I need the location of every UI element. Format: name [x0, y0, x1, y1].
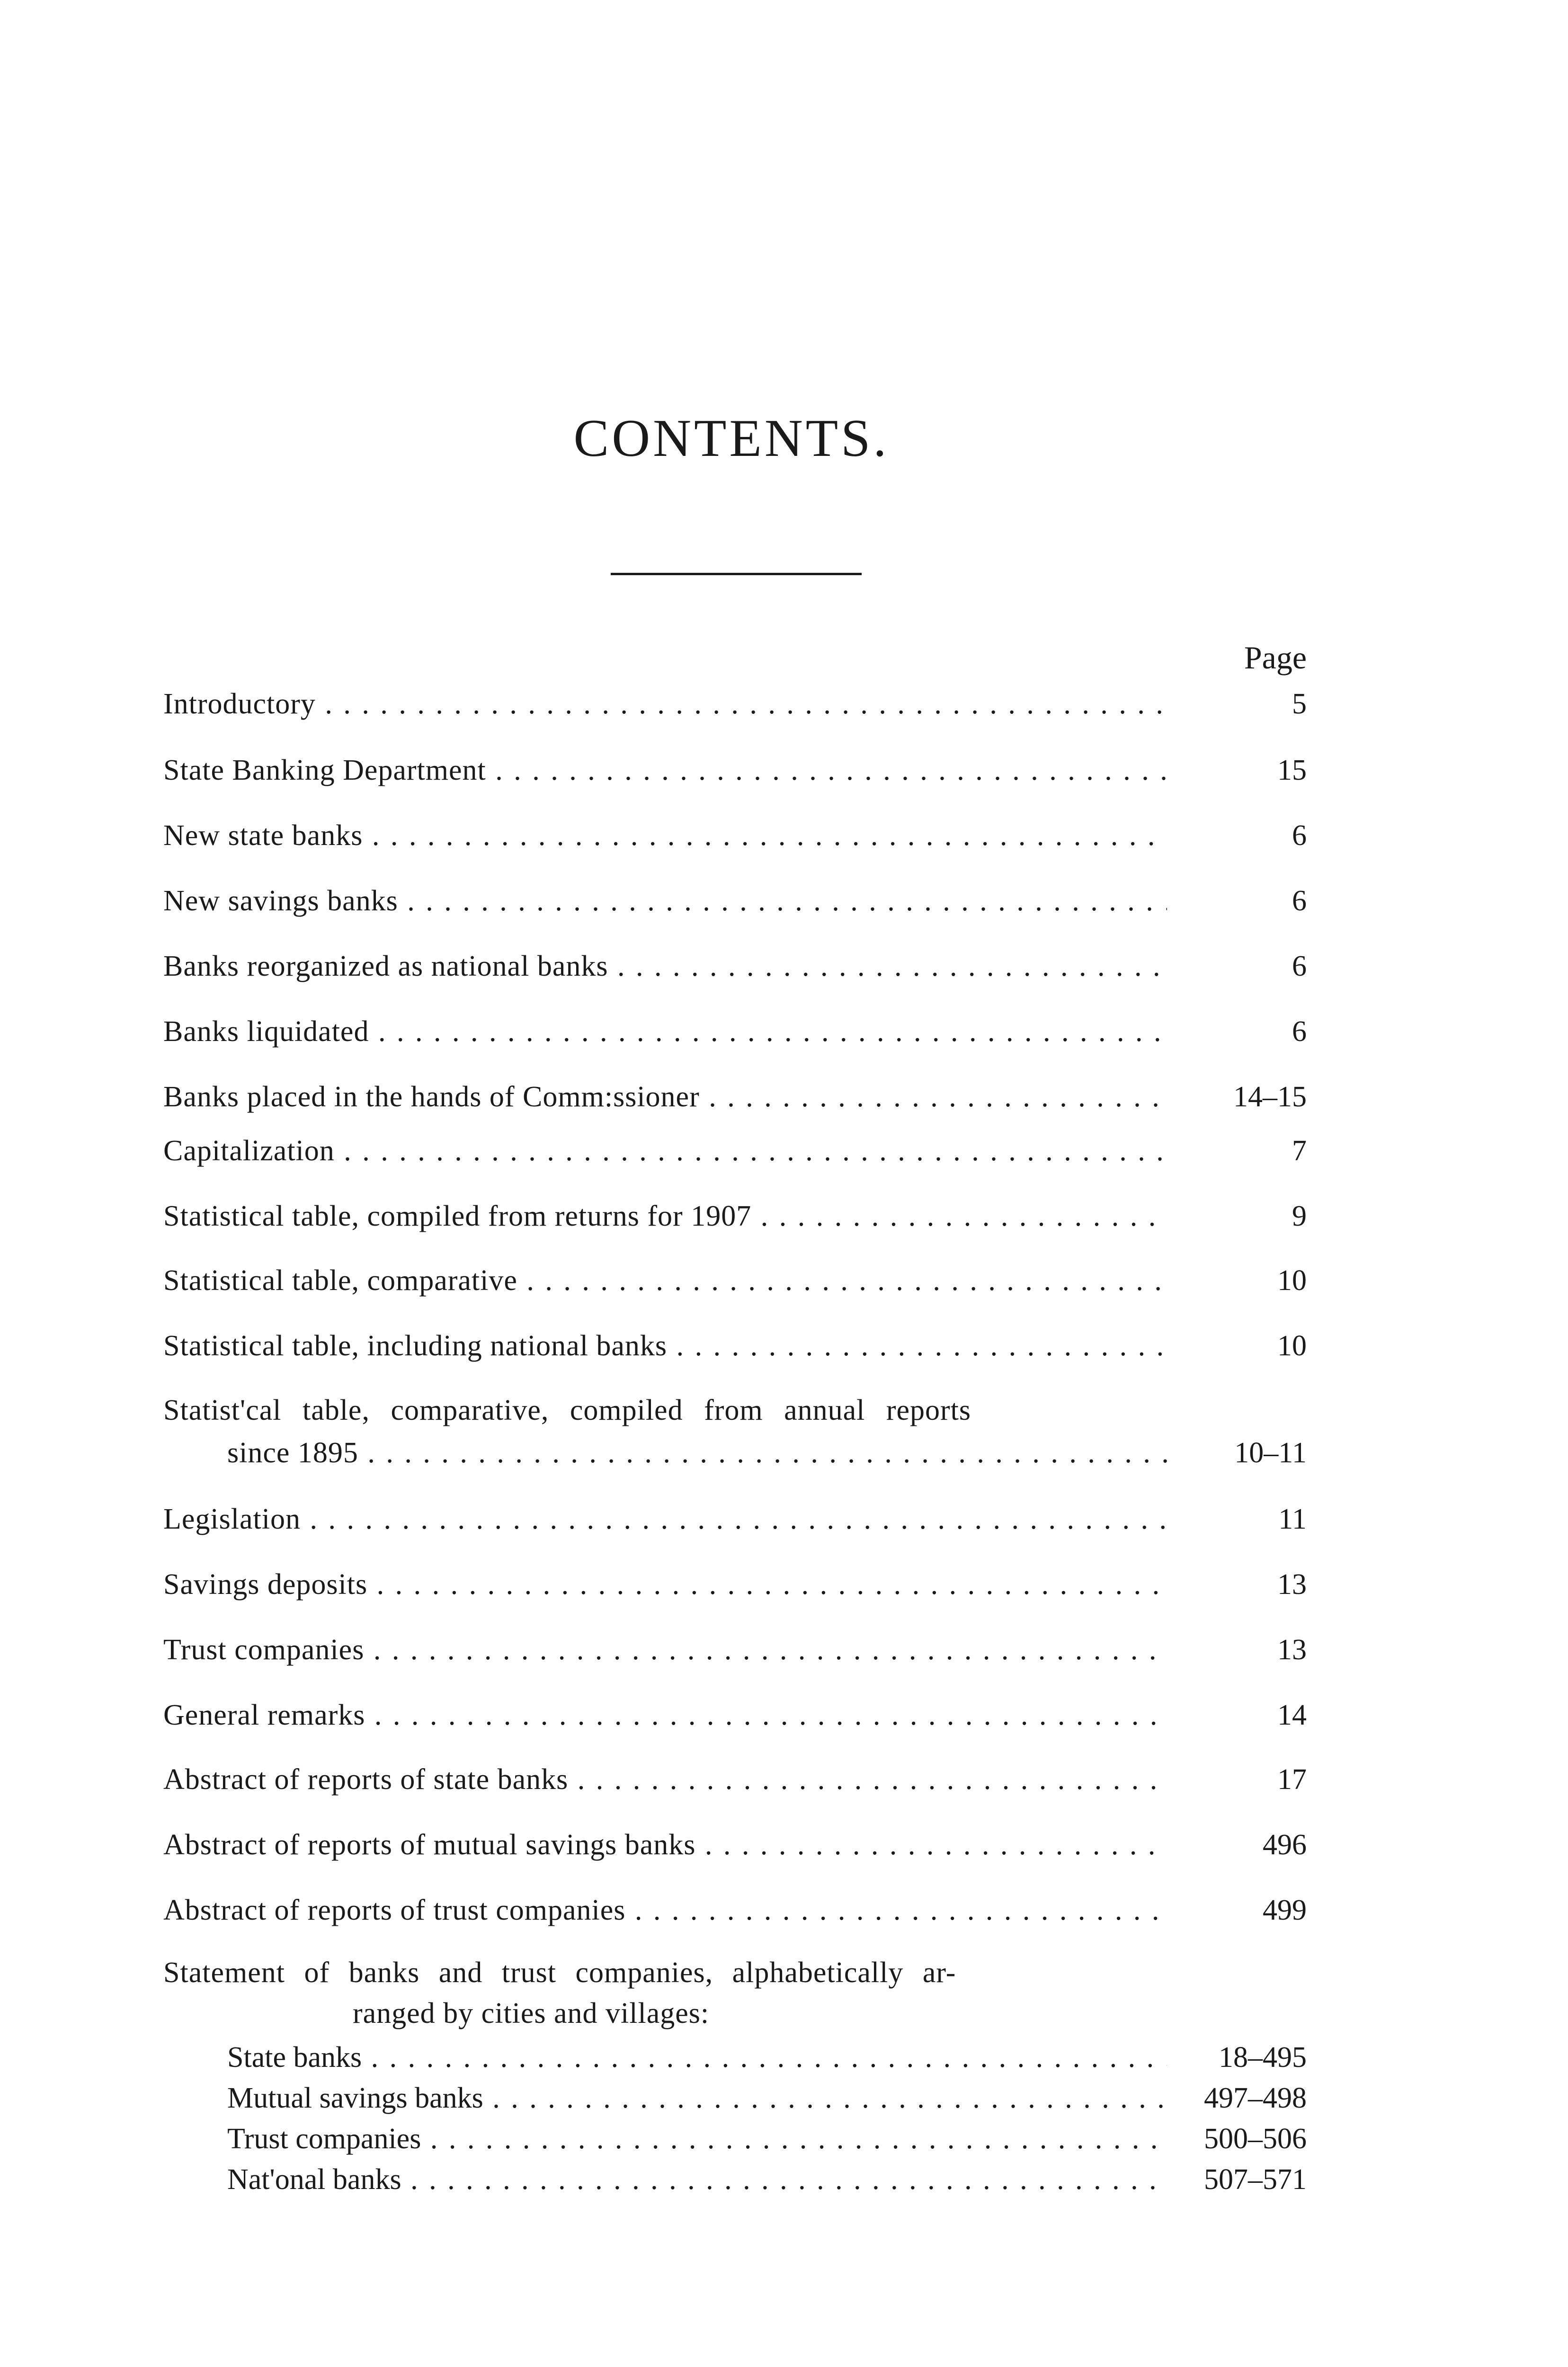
toc-entry-label: Trust companies [163, 1634, 365, 1666]
toc-entry-label: State Banking Department [163, 754, 486, 786]
toc-entry-label: Abstract of reports of mutual savings banks [163, 1829, 696, 1861]
toc-entry-page: 6 [1292, 819, 1307, 852]
statement-item-page: 507–571 [1204, 2163, 1307, 2196]
toc-entry-label: Savings deposits [163, 1568, 368, 1601]
toc-entry-page: 13 [1277, 1634, 1307, 1666]
toc-entry-statistical-table-comparative [163, 1259, 1307, 1302]
statement-item-mutual-savings-banks [227, 2077, 1307, 2119]
statement-item-trust-companies [227, 2118, 1307, 2160]
toc-entry-label: Banks liquidated [163, 1015, 369, 1048]
toc-entry-banks-reorganized [163, 945, 1307, 988]
toc-entry-banks-placed-with-commissioner [163, 1076, 1307, 1118]
toc-entry-capitalization [163, 1130, 1307, 1172]
toc-entry-label-continuation: since 1895 [227, 1437, 358, 1469]
toc-entry-page: 496 [1263, 1829, 1307, 1861]
statement-item-label: Trust companies [227, 2123, 421, 2155]
toc-entry-new-state-banks [163, 814, 1307, 857]
toc-entry-label: Banks reorganized as national banks [163, 950, 608, 982]
page-title: CONTENTS. [573, 409, 890, 468]
toc-entry-page: 17 [1277, 1763, 1307, 1796]
statement-item-national-banks [227, 2159, 1307, 2200]
toc-entry-savings-deposits [163, 1563, 1307, 1606]
toc-entry-page: 499 [1263, 1894, 1307, 1926]
toc-entry-abstract-trust-companies [163, 1889, 1307, 1931]
toc-entry-label: Statistical table, including national banks [163, 1330, 668, 1362]
toc-entry-page: 10 [1277, 1264, 1307, 1297]
toc-entry-page: 6 [1292, 950, 1307, 982]
toc-entry-label: General remarks [163, 1699, 365, 1731]
title-rule [611, 573, 862, 575]
toc-entry-label: New state banks [163, 819, 363, 852]
toc-entry-page: 7 [1292, 1135, 1307, 1167]
toc-entry-page: 15 [1277, 754, 1307, 786]
toc-entry-statistical-table-1907 [163, 1195, 1307, 1237]
toc-entry-label: Legislation [163, 1503, 301, 1535]
toc-entry-abstract-state-banks [163, 1758, 1307, 1801]
toc-entry-state-banking-department [163, 749, 1307, 792]
statement-item-page: 497–498 [1204, 2082, 1307, 2114]
toc-entry-page: 11 [1278, 1503, 1307, 1535]
toc-entry-label: Statistical table, comparative [163, 1264, 517, 1297]
toc-entry-page: 10 [1277, 1330, 1307, 1362]
toc-entry-abstract-mutual-savings-banks [163, 1824, 1307, 1866]
toc-entry-legislation [163, 1498, 1307, 1540]
statement-item-label: Nat'onal banks [227, 2163, 401, 2196]
toc-entry-trust-companies [163, 1628, 1307, 1671]
toc-entry-general-remarks [163, 1694, 1307, 1736]
statement-item-page: 18–495 [1219, 2041, 1307, 2073]
toc-entry-page: 9 [1292, 1200, 1307, 1232]
statement-item-label: Mutual savings banks [227, 2082, 483, 2114]
statement-heading-line-2: ranged by cities and villages: [353, 1997, 710, 2029]
toc-entry-label: Abstract of reports of trust companies [163, 1894, 626, 1926]
toc-entry-label: Statistical table, compiled from returns for 1907 [163, 1200, 752, 1232]
toc-entry-statistical-table-national-banks [163, 1325, 1307, 1367]
toc-entry-label: Capitalization [163, 1135, 335, 1167]
toc-entry-label: Statist'cal table, comparative, compiled from annual reports [163, 1394, 971, 1426]
toc-entry-page: 13 [1277, 1568, 1307, 1601]
toc-entry-label: Introductory [163, 688, 316, 720]
toc-entry-page: 10–11 [1234, 1437, 1307, 1469]
statement-heading [163, 1952, 1167, 2034]
statement-item-state-banks [227, 2037, 1307, 2078]
toc-entry-label: Banks placed in the hands of Comm:ssioner [163, 1081, 700, 1113]
statement-item-label: State banks [227, 2041, 362, 2073]
page-column-header: Page [1244, 640, 1307, 676]
toc-entry-page: 14 [1277, 1699, 1307, 1731]
toc-entry-label: Abstract of reports of state banks [163, 1763, 569, 1796]
toc-entry-statistical-table-since-1895 [163, 1389, 1307, 1474]
toc-entry-page: 6 [1292, 885, 1307, 917]
toc-entry-introductory [163, 683, 1307, 725]
statement-item-page: 500–506 [1204, 2123, 1307, 2155]
toc-entry-banks-liquidated [163, 1010, 1307, 1053]
toc-entry-page: 6 [1292, 1015, 1307, 1048]
toc-entry-page: 14–15 [1233, 1081, 1307, 1113]
statement-heading-line-1: Statement of banks and trust companies, alphabetically ar- [163, 1957, 956, 1989]
toc-entry-label: New savings banks [163, 885, 398, 917]
toc-entry-page: 5 [1292, 688, 1307, 720]
toc-entry-new-savings-banks [163, 880, 1307, 922]
